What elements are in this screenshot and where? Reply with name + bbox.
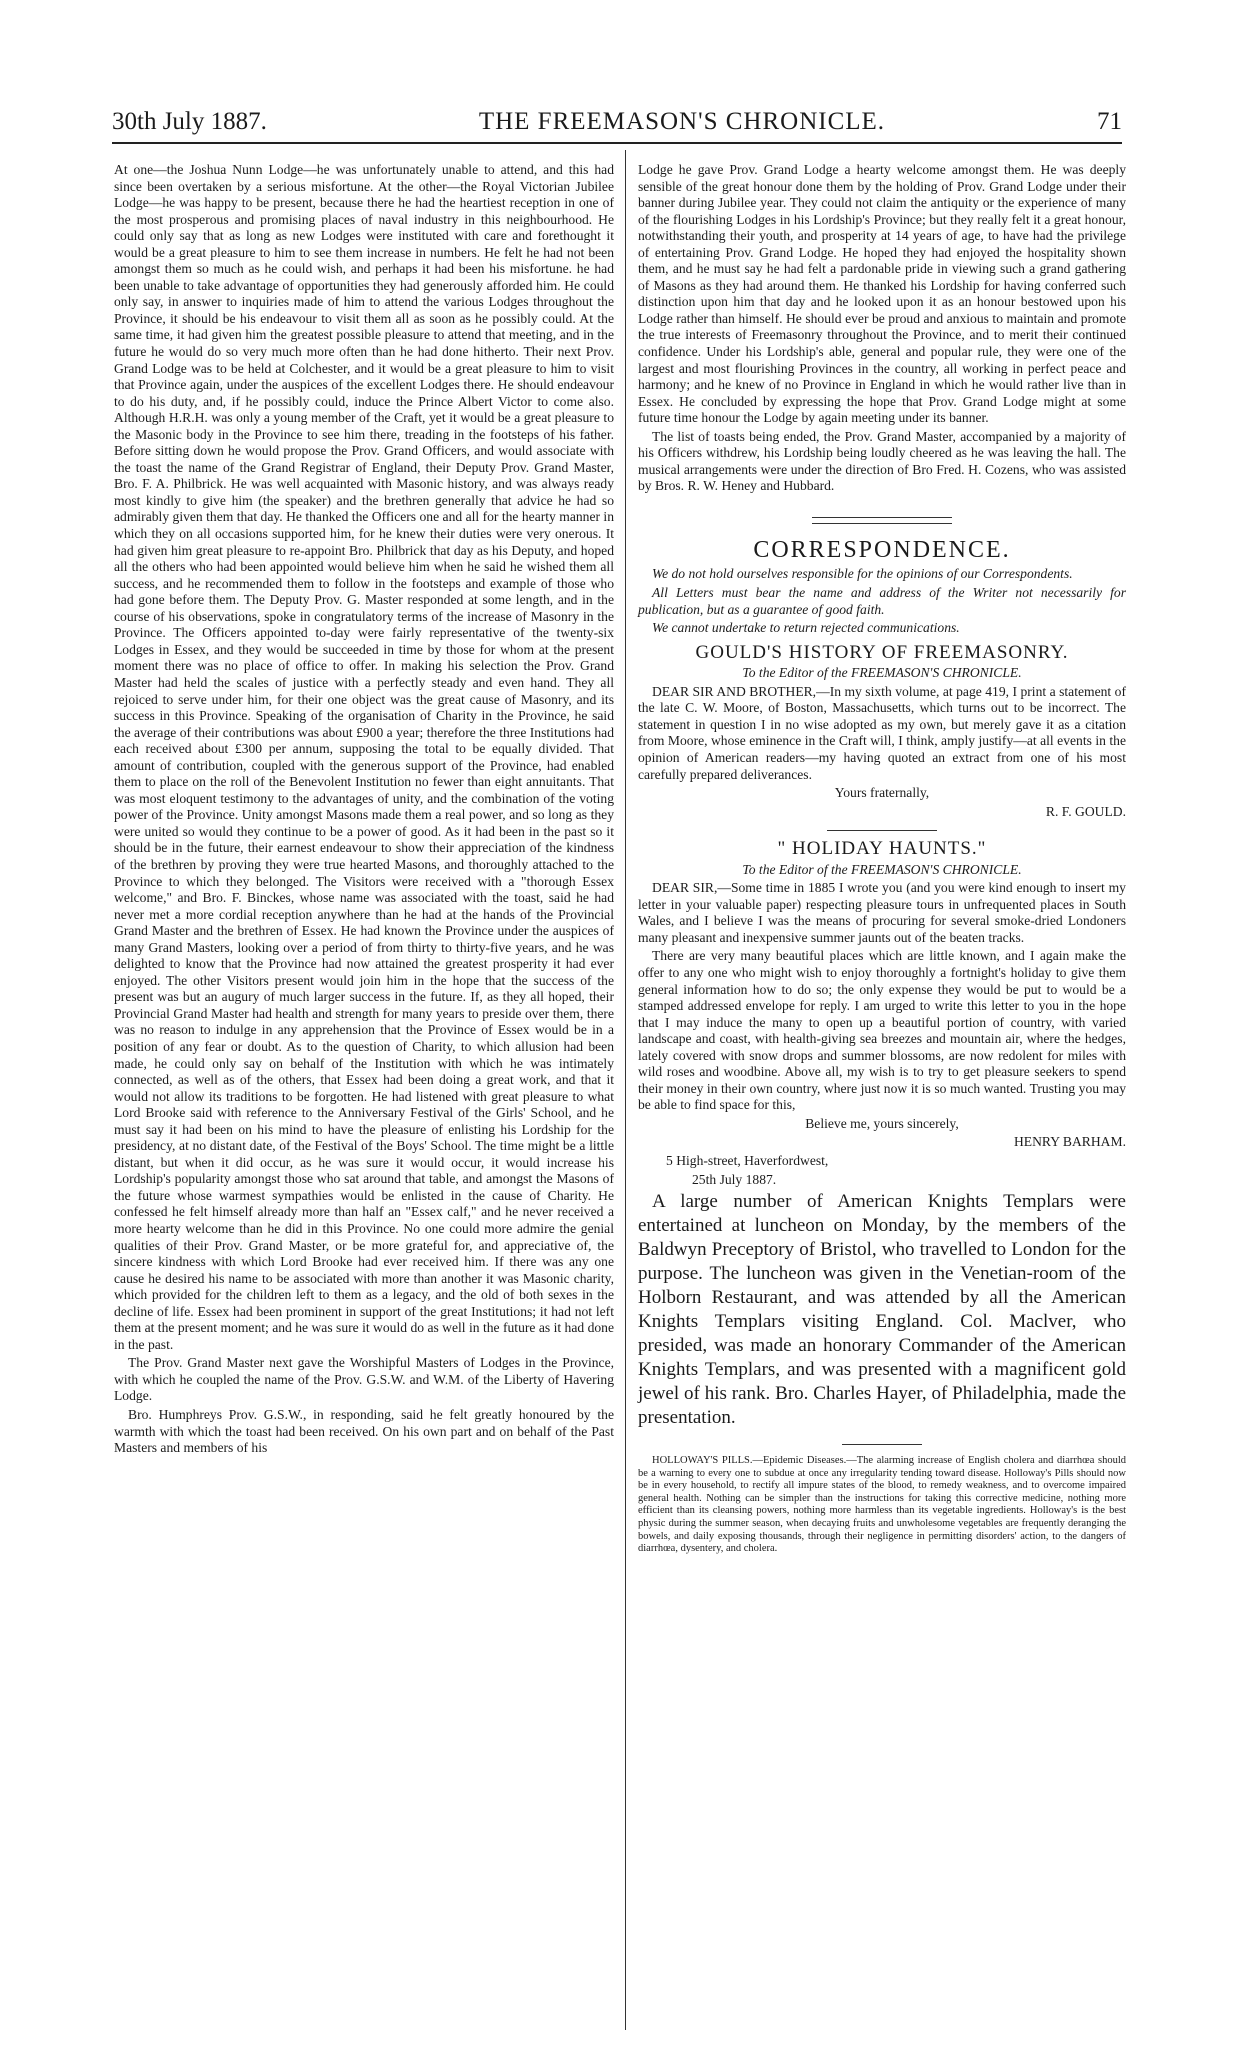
letter-heading: " HOLIDAY HAUNTS." [777,838,987,860]
advertisement-lead: HOLLOWAY'S PILLS. [652,1455,753,1467]
disclaimer-text: We do not hold ourselves responsible for the opinions of our Correspondents. [652,566,1073,582]
letter-address: 5 High-street, Haverfordwest, [666,1152,829,1168]
letter-text: —Some time in 1885 I wrote you (and you were kind enough to insert my letter in your valuable paper) respecting pleasure tours in unfrequented places in South Wales, and I believe I was the means of procuring for several smoke-dried Londoners many pleasant and inexpensive summer jaunts out of the beaten tracks. [638,880,1126,945]
letter-addressee: To the Editor of the FREEMASON'S CHRONICLE. [742,861,1022,877]
article-paragraph: The Prov. Grand Master next gave the Worshipful Masters of Lodges in the Province, with which he coupled the name of the Prov. G.S.W. and W.M. of the Liberty of Havering Lodge. [114,1355,614,1404]
page-number: 71 [1096,108,1122,135]
separator-rule [842,1444,922,1445]
left-column [114,162,614,1459]
letter-signature: R. F. GOULD. [1045,803,1126,819]
section-ornament [812,517,952,524]
letter-closing: Believe me, yours sincerely, [805,1115,959,1131]
letter-signature: HENRY BARHAM. [1013,1134,1126,1150]
disclaimer-text: We cannot undertake to return rejected communications. [652,620,960,636]
article-paragraph: At one—the Joshua Nunn Lodge—he was unfortunately unable to attend, and this had since been overtaken by a serious misfortune. At the other—the Royal Victorian Jubilee Lodge—he was happy to be present, because there he had the heartiest reception in one of the most prosperous and promising places of naval industry in this neighbourhood. He could only say that as long as new Lodges were instituted with care and forethought it would be a great pleasure to him to see them increase in numbers. He felt he had not been amongst them so much as he could wish, and perhaps it had been his misfortune. he had been unable to take advantage of opportunities they had generously afforded him. He could only say, in answer to inquiries made of him to attend the various Lodges throughout the Province, it should be his endeavour to visit them all as soon as he possibly could. At the same time, it had given him the greatest possible pleasure to attend that meeting, and in the future he would do so very much more often than he had done hitherto. Their next Prov. Grand Lodge was to be held at Colchester, and it would be a great pleasure to him to visit that Province again, under the auspices of the excellent Lodges there. He should endeavour to do his duty, and, if he possibly could, induce the Prince Albert Victor to come also. Although H.R.H. was only a young member of the Craft, yet it would be a great pleasure to the Masonic body in the Province to see him there, treading in the footsteps of his father. Before sitting down he would propose the Prov. Grand Officers, and would associate with the toast the name of the Grand Registrar of England, their Deputy Prov. Grand Master, Bro. F. A. Philbrick. He was well acquainted with Masonic history, and was always ready most kindly to give him (the speaker) and the brethren generally that advice he had so admirably given them that day. He thanked the Officers one and all for the hearty manner in which they on all occasions supported him, for he knew their duties were very onerous. It had given him great pleasure to re-appoint Bro. Philbrick that day as his Deputy, and hoped all the others who had been appointed would believe him when he said he wished them all success, and he recommended them to follow in the footsteps and example of those who had gone before them. The Deputy Prov. G. Master responded at some length, and in the course of his observations, spoke in congratulatory terms of the increase of Masonry in the Province. The Officers appointed to-day were fairly representative of the twenty-six Lodges in Essex, and they would be succeeded in time by those for whom at the present moment there was no place of office to offer. In making his selection the Prov. Grand Master had held the scales of justice with a perfectly steady and even hand. They all rejoiced to serve under him, for their one object was the great cause of Masonry, and its success in this Province. Speaking of the organisation of Charity in the Province, he said the average of their contributions was about £900 a year; therefore the three Institutions had each received about £300 per annum, supposing the total to be equally divided. That amount of contribution, coupled with the generous support of the Province, had enabled them to place on the roll of the Benevolent Institution no fewer than eight annuitants. That was most eloquent testimony to the advantages of unity, and the combination of the voting power of the Province. Unity amongst Masons made them a real power, and so long as they were united so would they continue to be a power of good. As it had been in the past so it should be in the future, their earnest endeavour to show their appreciation of the kindness of the brethren by proving they were true hearted Masons, and thoroughly attached to the Province to which they belonged. The Visitors were received with a "thorough Essex welcome," and Bro. F. Binckes, whose name was associated with the toast, said he had never met a more cordial reception anywhere than he had at the hands of the Provincial Grand Master and the brethren of Essex. He had known the Province under the auspices of many Grand Masters, looking over a period of from thirty to thirty-five years, and he was delighted to know that the Province had now attained the greatest prosperity it had ever enjoyed. The other Visitors present would join him in the hope that the success of the present was but an augury of much larger success in the future. If, as they all hoped, their Provincial Grand Master had health and strength for many years to preside over them, there was no reason to indulge in any apprehension that the Province of Essex would be in a position of any fear or doubt. As to the question of Charity, to which allusion had been made, he could only say on behalf of the Institution with which he was intimately connected, as well as of the others, that Essex had been doing a great work, and that it would not allow its traditions to be forgotten. He had listened with great pleasure to what Lord Brooke said with reference to the Anniversary Festival of the Girls' School, and he must say it had been on his mind to have the pleasure of enlisting his Lordship for the presidency, at no distant date, of the Festival of the Boys' School. The time might be a little distant, but when it did occur, as he was sure it would occur, it would increase his Lordship's popularity amongst those who sat around that table, and amongst the Masons of the future whose warmest sympathies would be enlisted in the cause of Charity. He confessed he felt himself already more than half an "Essex calf," and he never received a more hearty welcome than he did in this Province. No one could more admire the genial qualities of their Prov. Grand Master, or be more grateful for, and appreciative of, the sincere kindness with which Lord Brooke had ever received him. If there was any one cause he desired his name to be associated with more than another it was Masonic charity, which provided for the children left to them as a legacy, and the old of both sexes in the decline of life. Essex had been prominent in support of the great Institutions; it had not left them at the present moment; and he was sure it would do as well in the future as it had done in the past. [114,162,614,1352]
letter-body [638,684,1126,783]
publication-title: THE FREEMASON'S CHRONICLE. [478,108,886,135]
letter-body [638,880,1126,946]
right-column [638,162,1126,1558]
news-paragraph: A large number of American Knights Templars were entertained at luncheon on Monday, by the members of the Baldwyn Preceptory of Bristol, who travelled to London for the purpose. The luncheon was given in the Venetian-room of the Holborn Restaurant, and was attended by all the American Knights Templars visiting England. Col. Maclver, who presided, was made an honorary Commander of the American Knights Templars, and was presented with a magnificent gold jewel of his rank. Bro. Charles Hayer, of Philadelphia, made the presentation. [638,1191,1126,1429]
letter-date: 25th July 1887. [692,1171,777,1187]
letter-addressee: To the Editor of the FREEMASON'S CHRONICLE. [742,665,1022,681]
letter-salutation: DEAR SIR AND BROTHER, [652,683,817,699]
article-paragraph: Bro. Humphreys Prov. G.S.W., in responding, said he felt greatly honoured by the warmth with which the toast had been received. On his own part and on behalf of the Past Masters and members of his [114,1407,614,1456]
letter-text: —In my sixth volume, at page 419, I print a statement of the late C. W. Moore, of Boston, Massachusetts, which turns out to be incorrect. The statement in question I in no wise adopted as my own, but merely gave it as a citation from Moore, whose eminence in the Craft will, I think, amply justify—at all events in the opinion of American readers—my having quoted an extract from one of his most carefully prepared deliverances. [638,683,1126,782]
issue-date: 30th July 1887. [112,108,267,135]
letter-body: There are very many beautiful places which are little known, and I again make the offer to any one who might wish to enjoy thoroughly a fortnight's holiday to give them general information how to do so; the only expense they would be put to would be a stamped addressed envelope for reply. I am urged to write this letter to you in the hope that I may induce the many to open up a beautiful portion of country, with varied landscape and coast, with health-giving sea breezes and mountain air, where the hedges, lately covered with snow drops and summer blossoms, are now redolent for miles with wild roses and woodbine. Above all, my wish is to try to get pleasure seekers to spend their money in their own country, where just now it is so much wanted. Trusting you may be able to find space for this, [638,948,1126,1113]
correspondence-heading: CORRESPONDENCE. [753,536,1011,563]
article-continuation: Lodge he gave Prov. Grand Lodge a hearty welcome amongst them. He was deeply sensible of the great honour done them by the holding of Prov. Grand Lodge under their banner during Jubilee year. They could not claim the antiquity or the experience of many of the flourishing Lodges in his Lordship's Province; but they really felt it a great honour, notwithstanding their youth, and prosperity at 14 years of age, to have had the privilege of entertaining Prov. Grand Lodge. He hoped they had enjoyed the hospitality shown them, and he must say he had felt a pardonable pride in viewing such a grand gathering of Masons as they had around them. He thanked his Lordship for having conferred such distinction upon him that day and he looked upon it as an honour bestowed upon his Lodge rather than himself. He should ever be proud and anxious to maintain and promote the true interests of Freemasonry throughout the Province, and to merit their continued confidence. Under his Lordship's able, general and popular rule, they were one of the largest and most flourishing Provinces in the country, all working in perfect peace and harmony; and he knew of no Province in England in which he would rather live than in Essex. He concluded by expressing the hope that Prov. Grand Lodge might at some future time honour the Lodge by again meeting under its banner. [638,162,1126,426]
letter-closing: Yours fraternally, [834,785,930,801]
column-divider [625,150,626,2030]
separator-rule [827,830,937,831]
toasts-paragraph: The list of toasts being ended, the Prov. Grand Master, accompanied by a majority of his Officers withdrew, his Lordship being loudly cheered as he was leaving the hall. The musical arrangements were under the direction of Bro Fred. H. Cozens, who was assisted by Bros. R. W. Heney and Hubbard. [638,428,1126,494]
header-rule [112,142,1122,144]
letter-heading: GOULD'S HISTORY OF FREEMASONRY. [695,641,1069,663]
masthead [112,100,1122,136]
advertisement [638,1455,1126,1556]
disclaimer-text: All Letters must bear the name and address of the Writer not necessarily for publication, but as a guarantee of good faith. [638,585,1126,617]
advertisement-text: —Epidemic Diseases.—The alarming increase of English cholera and diarrhœa should be a warning to every one to subdue at once any irregularity tending toward disease. Holloway's Pills should now be in every household, to rectify all impure states of the blood, to remedy weakness, and to overcome impaired general health. Nothing can be simpler than the instructions for taking this corrective medicine, nothing more efficient than its cleansing powers, nothing more harmless than its vegetable ingredients. Holloway's is the best physic during the summer season, when decaying fruits and unwholesome vegetables are frequently deranging the bowels, and daily exposing thousands, through their negligence in permitting disorders' action, to the dangers of diarrhœa, dysentery, and cholera. [638,1455,1126,1555]
letter-salutation: DEAR SIR, [652,880,718,896]
